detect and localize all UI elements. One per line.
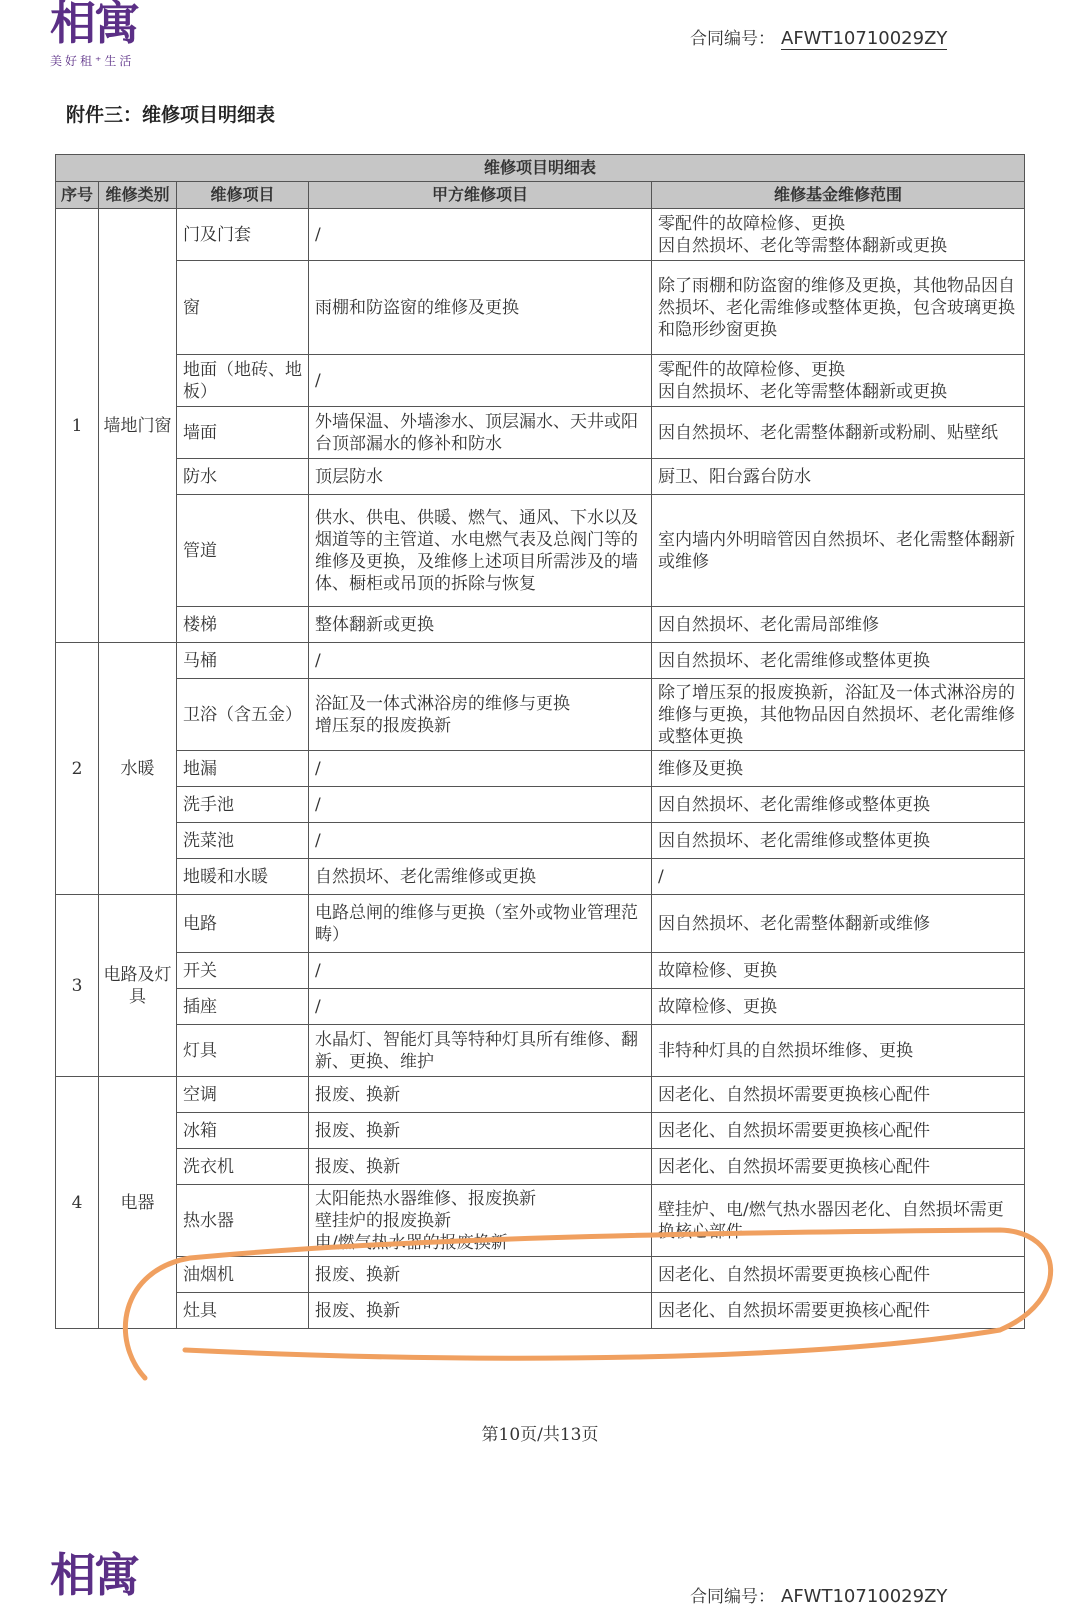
fund-scope-cell: /: [652, 859, 1025, 895]
item-cell: 窗: [177, 261, 309, 355]
landlord-scope-cell: 雨棚和防盗窗的维修及更换: [309, 261, 652, 355]
contract-number-value: AFWT10710029ZY: [781, 28, 948, 49]
row-number: 2: [56, 643, 99, 895]
landlord-scope-cell: 报废、换新: [309, 1113, 652, 1149]
item-cell: 冰箱: [177, 1113, 309, 1149]
column-header: 序号: [56, 182, 99, 209]
table-row: [56, 355, 1025, 407]
item-cell: 防水: [177, 459, 309, 495]
fund-scope-cell: 除了雨棚和防盗窗的维修及更换，其他物品因自然损坏、老化需维修或整体更换，包含玻璃更换和隐形纱窗更换: [652, 261, 1025, 355]
maintenance-table: [55, 154, 1025, 1329]
column-header: 维修基金维修范围: [652, 182, 1025, 209]
table-row: [56, 1293, 1025, 1329]
item-cell: 电路: [177, 895, 309, 953]
page-heading: 附件三：维修项目明细表: [66, 104, 276, 126]
table-row: [56, 1077, 1025, 1113]
fund-scope-cell: 除了增压泵的报废换新，浴缸及一体式淋浴房的维修与更换，其他物品因自然损坏、老化需维修或整体更换: [652, 679, 1025, 751]
table-row: [56, 407, 1025, 459]
fund-scope-cell: 因老化、自然损坏需要更换核心配件: [652, 1293, 1025, 1329]
column-header: 维修项目: [177, 182, 309, 209]
item-cell: 地漏: [177, 751, 309, 787]
table-row: [56, 895, 1025, 953]
table-row: [56, 1185, 1025, 1257]
category-cell: 墙地门窗: [99, 209, 177, 643]
fund-scope-cell: 因自然损坏、老化需整体翻新或粉刷、贴壁纸: [652, 407, 1025, 459]
category-cell: 水暖: [99, 643, 177, 895]
table-row: [56, 209, 1025, 261]
fund-scope-cell: 壁挂炉、电/燃气热水器因老化、自然损坏需更换核心部件: [652, 1185, 1025, 1257]
landlord-scope-cell: /: [309, 787, 652, 823]
landlord-scope-cell: /: [309, 823, 652, 859]
landlord-scope-cell: /: [309, 953, 652, 989]
landlord-scope-cell: /: [309, 209, 652, 261]
fund-scope-cell: 零配件的故障检修、更换 因自然损坏、老化等需整体翻新或更换: [652, 209, 1025, 261]
table-row: [56, 1113, 1025, 1149]
landlord-scope-cell: 自然损坏、老化需维修或更换: [309, 859, 652, 895]
table-row: [56, 953, 1025, 989]
next-page-contract-number: [690, 1582, 947, 1607]
fund-scope-cell: 因老化、自然损坏需要更换核心配件: [652, 1077, 1025, 1113]
table-row: [56, 989, 1025, 1025]
item-cell: 地面（地砖、地板）: [177, 355, 309, 407]
landlord-scope-cell: 顶层防水: [309, 459, 652, 495]
landlord-scope-cell: 整体翻新或更换: [309, 607, 652, 643]
item-cell: 热水器: [177, 1185, 309, 1257]
item-cell: 灶具: [177, 1293, 309, 1329]
table-row: [56, 495, 1025, 607]
table-title: 维修项目明细表: [56, 155, 1025, 182]
fund-scope-cell: 因自然损坏、老化需局部维修: [652, 607, 1025, 643]
landlord-scope-cell: /: [309, 355, 652, 407]
fund-scope-cell: 因老化、自然损坏需要更换核心配件: [652, 1149, 1025, 1185]
landlord-scope-cell: /: [309, 643, 652, 679]
fund-scope-cell: 非特种灯具的自然损坏维修、更换: [652, 1025, 1025, 1077]
table-row: [56, 607, 1025, 643]
landlord-scope-cell: 外墙保温、外墙渗水、顶层漏水、天井或阳台顶部漏水的修补和防水: [309, 407, 652, 459]
item-cell: 墙面: [177, 407, 309, 459]
fund-scope-cell: 因自然损坏、老化需维修或整体更换: [652, 787, 1025, 823]
table-row: [56, 1025, 1025, 1077]
contract-number: [690, 24, 947, 49]
fund-scope-cell: 因自然损坏、老化需整体翻新或维修: [652, 895, 1025, 953]
landlord-scope-cell: 报废、换新: [309, 1257, 652, 1293]
logo-mark: 相寓: [50, 0, 138, 50]
table-row: [56, 823, 1025, 859]
table-row: [56, 859, 1025, 895]
landlord-scope-cell: 太阳能热水器维修、报废换新 壁挂炉的报废换新 电/燃气热水器的报废换新: [309, 1185, 652, 1257]
landlord-scope-cell: 报废、换新: [309, 1077, 652, 1113]
landlord-scope-cell: 报废、换新: [309, 1293, 652, 1329]
item-cell: 地暖和水暖: [177, 859, 309, 895]
contract-label: 合同编号：: [690, 1587, 775, 1607]
fund-scope-cell: 因自然损坏、老化需维修或整体更换: [652, 823, 1025, 859]
fund-scope-cell: 维修及更换: [652, 751, 1025, 787]
landlord-scope-cell: 浴缸及一体式淋浴房的维修与更换 增压泵的报废换新: [309, 679, 652, 751]
fund-scope-cell: 零配件的故障检修、更换 因自然损坏、老化等需整体翻新或更换: [652, 355, 1025, 407]
table-row: [56, 459, 1025, 495]
landlord-scope-cell: 报废、换新: [309, 1149, 652, 1185]
row-number: 4: [56, 1077, 99, 1329]
fund-scope-cell: 故障检修、更换: [652, 953, 1025, 989]
table-row: [56, 751, 1025, 787]
category-cell: 电路及灯具: [99, 895, 177, 1077]
landlord-scope-cell: /: [309, 751, 652, 787]
landlord-scope-cell: 电路总闸的维修与更换（室外或物业管理范畴）: [309, 895, 652, 953]
fund-scope-cell: 厨卫、阳台露台防水: [652, 459, 1025, 495]
table-row: [56, 1257, 1025, 1293]
item-cell: 楼梯: [177, 607, 309, 643]
landlord-scope-cell: /: [309, 989, 652, 1025]
item-cell: 空调: [177, 1077, 309, 1113]
item-cell: 洗菜池: [177, 823, 309, 859]
item-cell: 马桶: [177, 643, 309, 679]
item-cell: 洗衣机: [177, 1149, 309, 1185]
logo-mark: 相寓: [50, 1548, 138, 1602]
row-number: 3: [56, 895, 99, 1077]
table-row: [56, 643, 1025, 679]
contract-label: 合同编号：: [690, 29, 775, 49]
brand-logo: [50, 0, 170, 69]
fund-scope-cell: 因老化、自然损坏需要更换核心配件: [652, 1113, 1025, 1149]
fund-scope-cell: 因自然损坏、老化需维修或整体更换: [652, 643, 1025, 679]
table-row: [56, 787, 1025, 823]
table-row: [56, 1149, 1025, 1185]
column-header: 维修类别: [99, 182, 177, 209]
item-cell: 卫浴（含五金）: [177, 679, 309, 751]
page-number: 第10页/共13页: [481, 1425, 599, 1445]
contract-number-value: AFWT10710029ZY: [781, 1586, 948, 1607]
landlord-scope-cell: 供水、供电、供暖、燃气、通风、下水以及烟道等的主管道、水电燃气表及总阀门等的维修及更换，及维修上述项目所需涉及的墙体、橱柜或吊顶的拆除与恢复: [309, 495, 652, 607]
item-cell: 开关: [177, 953, 309, 989]
category-cell: 电器: [99, 1077, 177, 1329]
landlord-scope-cell: 水晶灯、智能灯具等特种灯具所有维修、翻新、更换、维护: [309, 1025, 652, 1077]
fund-scope-cell: 故障检修、更换: [652, 989, 1025, 1025]
row-number: 1: [56, 209, 99, 643]
logo-tagline: 美好租⁺生活: [50, 54, 135, 68]
item-cell: 插座: [177, 989, 309, 1025]
table-row: [56, 679, 1025, 751]
item-cell: 门及门套: [177, 209, 309, 261]
item-cell: 灯具: [177, 1025, 309, 1077]
next-page-logo: [50, 1548, 138, 1602]
fund-scope-cell: 室内墙内外明暗管因自然损坏、老化需整体翻新或维修: [652, 495, 1025, 607]
item-cell: 管道: [177, 495, 309, 607]
column-header: 甲方维修项目: [309, 182, 652, 209]
item-cell: 油烟机: [177, 1257, 309, 1293]
item-cell: 洗手池: [177, 787, 309, 823]
fund-scope-cell: 因老化、自然损坏需要更换核心配件: [652, 1257, 1025, 1293]
table-row: [56, 261, 1025, 355]
